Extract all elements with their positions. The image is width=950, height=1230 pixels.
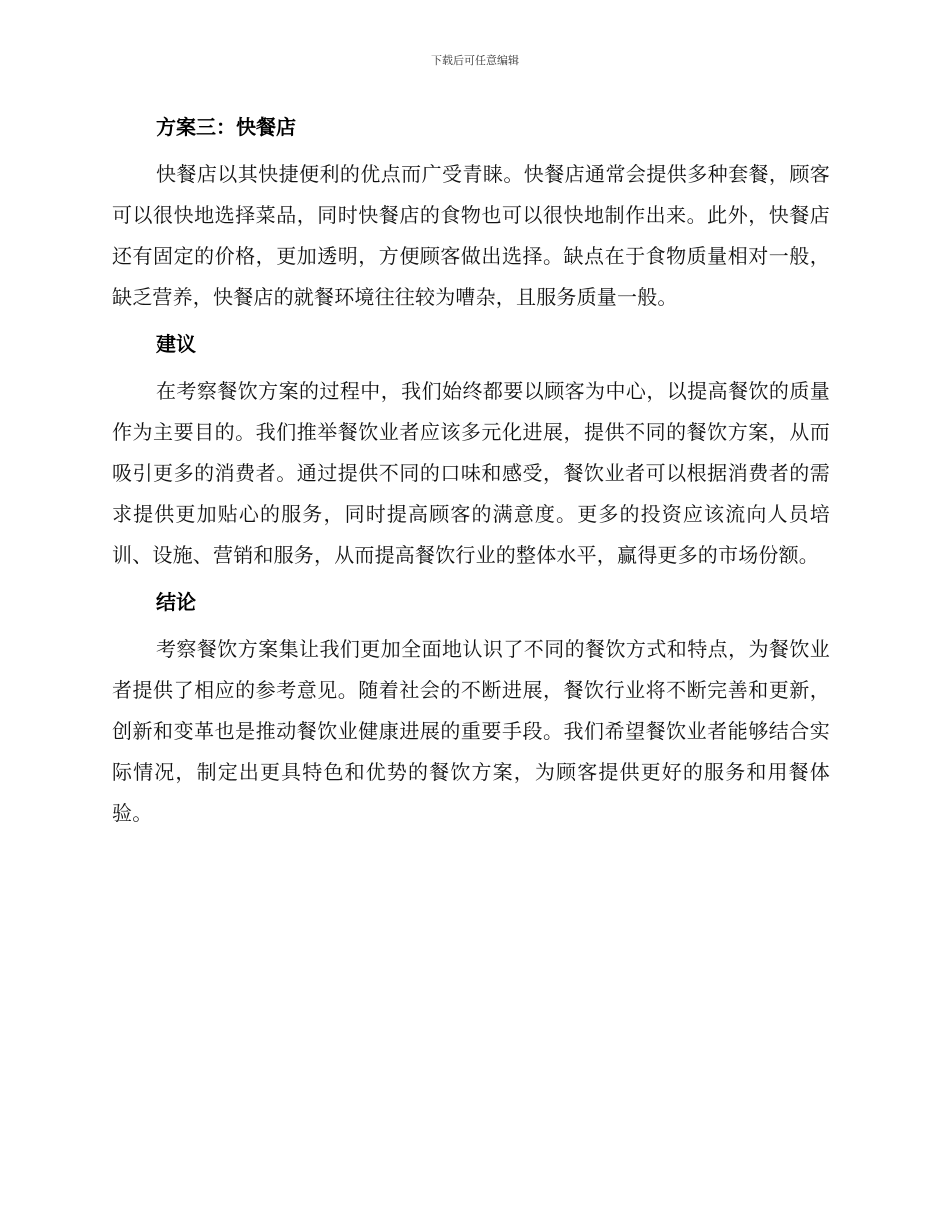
section-conclusion <box>112 587 830 834</box>
page-header: 下载后可任意编辑 <box>431 54 519 67</box>
section-paragraph: 考察餐饮方案集让我们更加全面地认识了不同的餐饮方式和特点，为餐饮业者提供了相应的参考意见。随着社会的不断进展，餐饮行业将不断完善和更新，创新和变革也是推动餐饮业健康进展的重要手段。我们希望餐饮业者能够结合实际情况，制定出更具特色和优势的餐饮方案，为顾客提供更好的服务和用餐体验。 <box>112 637 830 825</box>
section-fast-food <box>112 112 830 318</box>
section-title: 建议 <box>156 332 196 356</box>
section-title: 结论 <box>156 590 196 614</box>
section-suggestions <box>112 329 830 576</box>
section-paragraph: 快餐店以其快捷便利的优点而广受青睐。快餐店通常会提供多种套餐，顾客可以很快地选择菜品，同时快餐店的食物也可以很快地制作出来。此外，快餐店还有固定的价格，更加透明，方便顾客做出选择。缺点在于食物质量相对一般，缺乏营养，快餐店的就餐环境往往较为嘈杂，且服务质量一般。 <box>112 162 830 309</box>
section-paragraph: 在考察餐饮方案的过程中，我们始终都要以顾客为中心，以提高餐饮的质量作为主要目的。我们推举餐饮业者应该多元化进展，提供不同的餐饮方案，从而吸引更多的消费者。通过提供不同的口味和感受，餐饮业者可以根据消费者的需求提供更加贴心的服务，同时提高顾客的满意度。更多的投资应该流向人员培训、设施、营销和服务，从而提高餐饮行业的整体水平，赢得更多的市场份额。 <box>112 379 830 567</box>
section-title: 方案三：快餐店 <box>156 115 296 139</box>
document-body <box>112 112 830 834</box>
